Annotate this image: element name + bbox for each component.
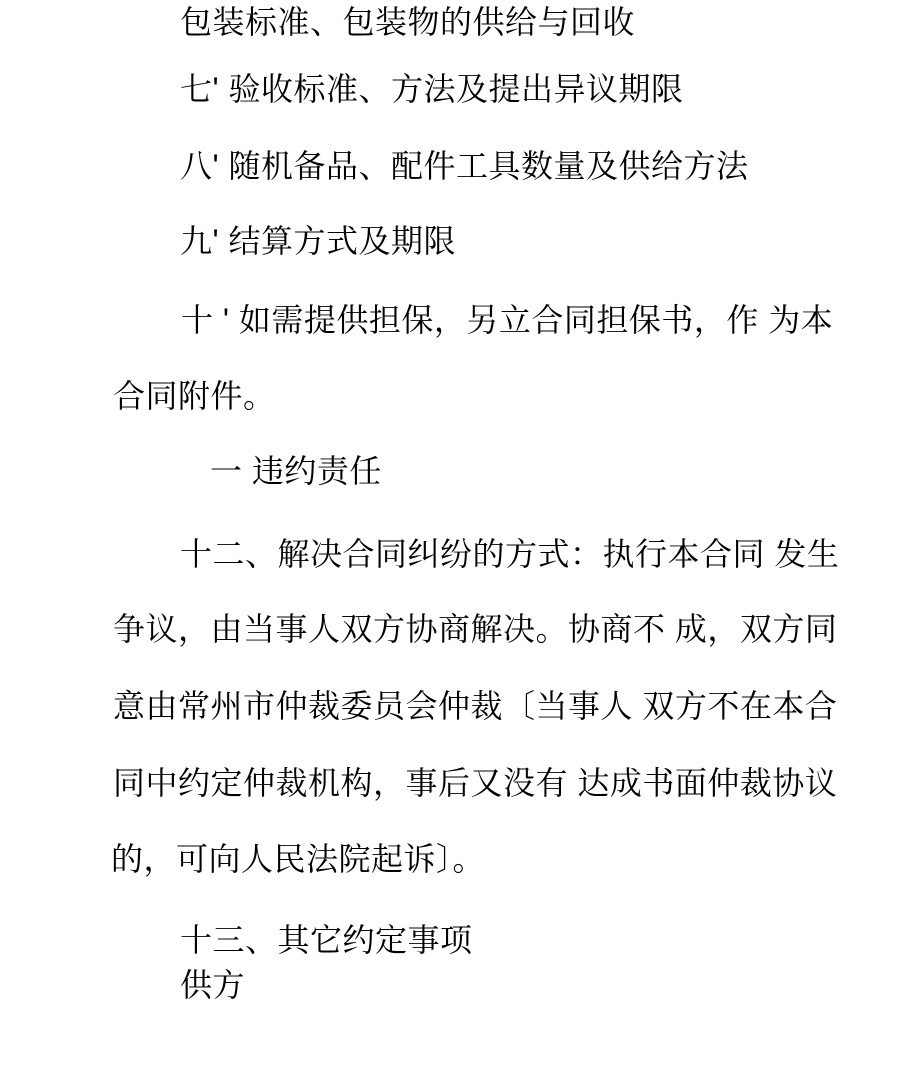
document-line: 十二、解决合同纠纷的方式：执行本合同 发生 — [180, 536, 840, 572]
document-line: 九' 结算方式及期限 — [180, 223, 457, 259]
document-line: 供方 — [180, 967, 246, 1003]
document-line: 的，可向人民法院起诉〕。 — [111, 841, 486, 877]
document-line: 一 违约责任 — [210, 453, 382, 489]
document-line: 十三、其它约定事项 — [180, 922, 473, 958]
document-line: 包装标准、包装物的供给与回收 — [180, 4, 636, 40]
document-line: 八' 随机备品、配件工具数量及供给方法 — [180, 148, 749, 184]
document-line: 意由常州市仲裁委员会仲裁〔当事人 双方不在本合 — [113, 688, 838, 724]
document-line: 同中约定仲裁机构，事后又没有 达成书面仲裁协议 — [113, 765, 838, 801]
document-line: 十 ' 如需提供担保，另立合同担保书，作 为本 — [181, 302, 834, 338]
document-line: 合同附件。 — [113, 378, 276, 414]
document-line: 争议，由当事人双方协商解决。协商不 成，双方同 — [113, 611, 838, 647]
document-line: 七' 验收标准、方法及提出异议期限 — [180, 71, 684, 107]
